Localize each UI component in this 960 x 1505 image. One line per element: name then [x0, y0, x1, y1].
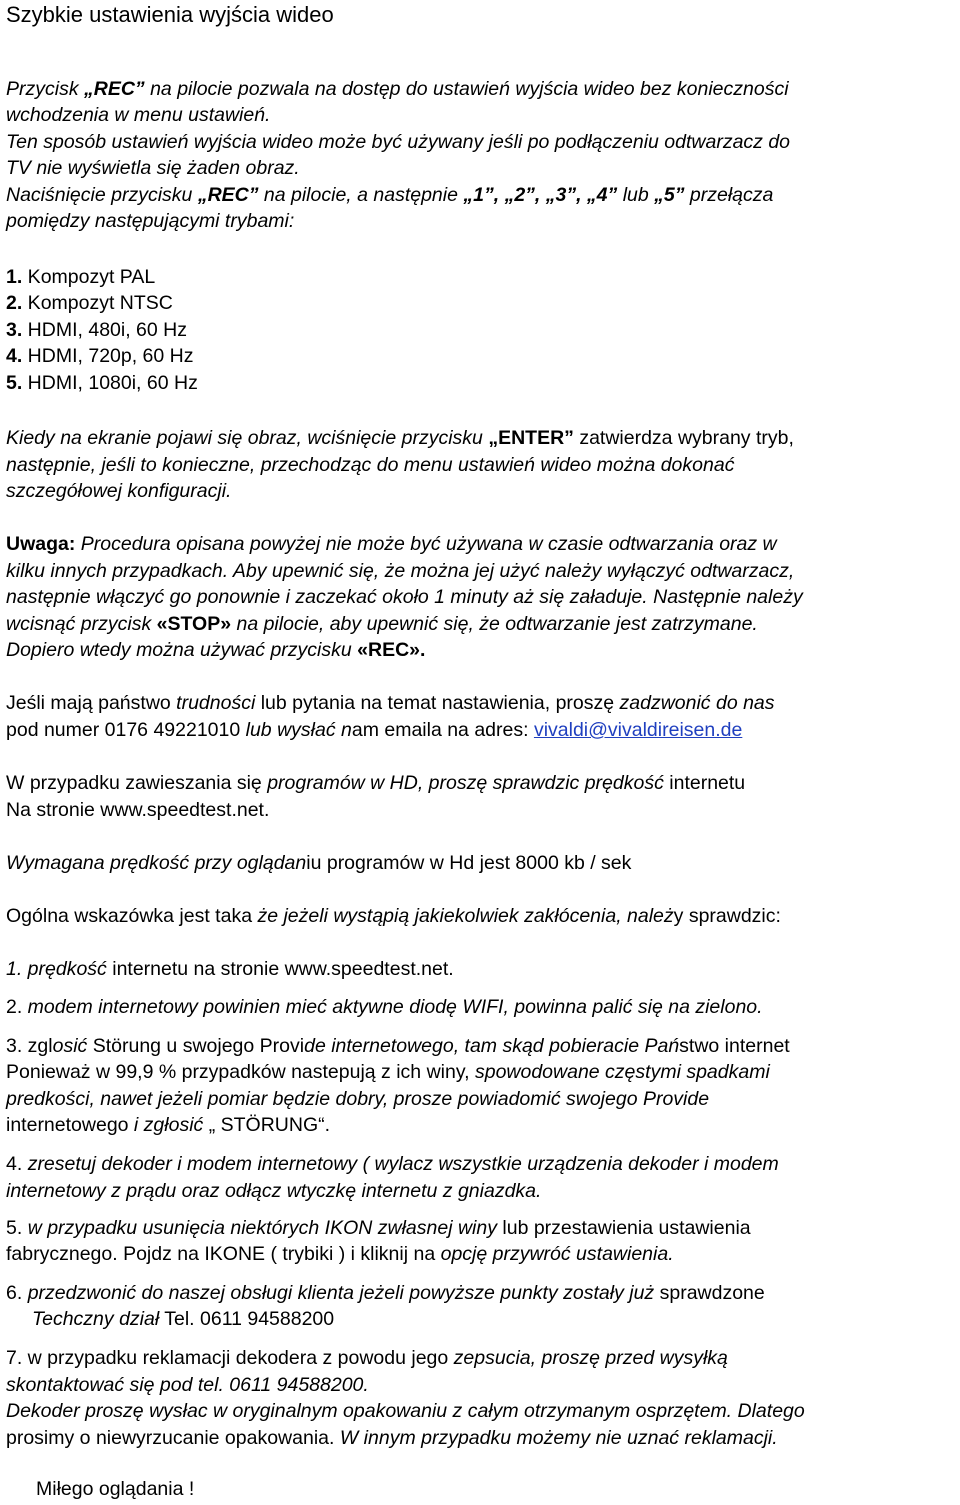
intro-line-6: pomiędzy następującymi trybami: — [6, 210, 295, 232]
mode-item: 1. Kompozyt PAL — [6, 266, 156, 288]
closing-line: Miłego oglądania ! — [36, 1478, 195, 1500]
enter-line-1: Kiedy na ekranie pojawi się obraz, wciśnięcie przycisku „ENTER” zatwierdza wybrany tryb, — [6, 427, 794, 449]
mode-item: 4. HDMI, 720p, 60 Hz — [6, 345, 194, 367]
check-item-6-line-2: Techczny dział Tel. 0611 94588200 — [32, 1308, 335, 1330]
page-title: Szybkie ustawienia wyjścia wideo — [6, 2, 334, 27]
enter-line-3: szczegółowej konfiguracji. — [6, 480, 232, 502]
intro-line-5: Naciśnięcie przycisku „REC” na pilocie, a następnie „1”, „2”, „3”, „4” lub „5” przełącza — [6, 184, 774, 206]
note-line-2: kilku innych przypadkach. Aby upewnić się, że można jej użyć należy wyłączyć odtwarzacz, — [6, 560, 795, 582]
enter-line-2: następnie, jeśli to konieczne, przechodząc do menu ustawień wideo można dokonać — [6, 454, 735, 476]
check-item-7-line-4: prosimy o niewyrzucanie opakowania. W innym przypadku możemy nie uznać reklamacji. — [6, 1427, 778, 1449]
check-item-3-line-4: internetowego i zgłosić „ STÖRUNG“. — [6, 1114, 331, 1136]
email-link[interactable]: vivaldi@vivaldireisen.de — [533, 719, 743, 741]
hd-line-1: W przypadku zawieszania się programów w HD, proszę sprawdzic prędkość internetu — [6, 772, 746, 794]
check-item-7-line-2: skontaktować się pod tel. 0611 94588200. — [6, 1374, 369, 1396]
check-item-2: 2. modem internetowy powinien mieć aktywne diodę WIFI, powinna palić się na zielono. — [6, 996, 763, 1018]
contact-line-2: pod numer 0176 49221010 lub wysłać nam emaila na adres: vivaldi@vivaldireisen.de — [6, 719, 743, 741]
check-item-5-line-1: 5. w przypadku usunięcia niektórych IKON zwłasnej winy lub przestawienia ustawienia — [6, 1217, 751, 1239]
intro-line-4: TV nie wyświetla się żaden obraz. — [6, 157, 300, 179]
check-item-3-line-1: 3. zglosić Störung u swojego Provide internetowego, tam skąd pobieracie Państwo internet — [6, 1035, 790, 1057]
check-item-4-line-2: internetowy z prądu oraz odłącz wtyczkę internetu z gniazdka. — [6, 1180, 542, 1202]
note-line-5: Dopiero wtedy można używać przycisku «REC». — [6, 639, 426, 661]
check-item-6-line-1: 6. przedzwonić do naszej obsługi klienta jeżeli powyższe punkty zostały już sprawdzone — [6, 1282, 765, 1304]
check-item-7-line-3: Dekoder proszę wysłac w oryginalnym opakowaniu z całym otrzymanym osprzętem. Dlatego — [6, 1400, 805, 1422]
note-line-4: wcisnąć przycisk «STOP» na pilocie, aby upewnić się, że odtwarzanie jest zatrzymane. — [6, 613, 758, 635]
check-item-3-line-2: Ponieważ w 99,9 % przypadków nastepują z ich winy, spowodowane częstymi spadkami — [6, 1061, 770, 1083]
intro-line-2: wchodzenia w menu ustawień. — [6, 104, 271, 126]
mode-item: 5. HDMI, 1080i, 60 Hz — [6, 372, 198, 394]
intro-line-1: Przycisk „REC” na pilocie pozwala na dostęp do ustawień wyjścia wideo bez konieczności — [6, 78, 789, 100]
check-item-1: 1. prędkość internetu na stronie www.speedtest.net. — [6, 958, 454, 980]
check-item-7-line-1: 7. w przypadku reklamacji dekodera z powodu jego zepsucia, proszę przed wysyłką — [6, 1347, 728, 1369]
note-line-3: następnie włączyć go ponownie i zaczekać około 1 minuty aż się załaduje. Następnie należy — [6, 586, 803, 608]
general-line: Ogólna wskazówka jest taka że jeżeli wystąpią jakiekolwiek zakłócenia, należy sprawdzic: — [6, 905, 781, 927]
speed-line: Wymagana prędkość przy oglądaniu programów w Hd jest 8000 kb / sek — [6, 852, 632, 874]
check-item-3-line-3: predkości, nawet jeżeli pomiar będzie dobry, prosze powiadomić swojego Provide — [6, 1088, 710, 1110]
check-item-5-line-2: fabrycznego. Pojdz na IKONE ( trybiki ) i kliknij na opcję przywróć ustawienia. — [6, 1243, 674, 1265]
check-item-4-line-1: 4. zresetuj dekoder i modem internetowy ( wylacz wszystkie urządzenia dekoder i modem — [6, 1153, 779, 1175]
contact-line-1: Jeśli mają państwo trudności lub pytania na temat nastawienia, proszę zadzwonić do nas — [6, 692, 775, 714]
mode-item: 3. HDMI, 480i, 60 Hz — [6, 319, 187, 341]
mode-item: 2. Kompozyt NTSC — [6, 292, 173, 314]
intro-line-3: Ten sposób ustawień wyjścia wideo może być używany jeśli po podłączeniu odtwarzacz do — [6, 131, 791, 153]
note-line-1: Uwaga: Procedura opisana powyżej nie może być używana w czasie odtwarzania oraz w — [6, 533, 777, 555]
hd-line-2: Na stronie www.speedtest.net. — [6, 799, 270, 821]
